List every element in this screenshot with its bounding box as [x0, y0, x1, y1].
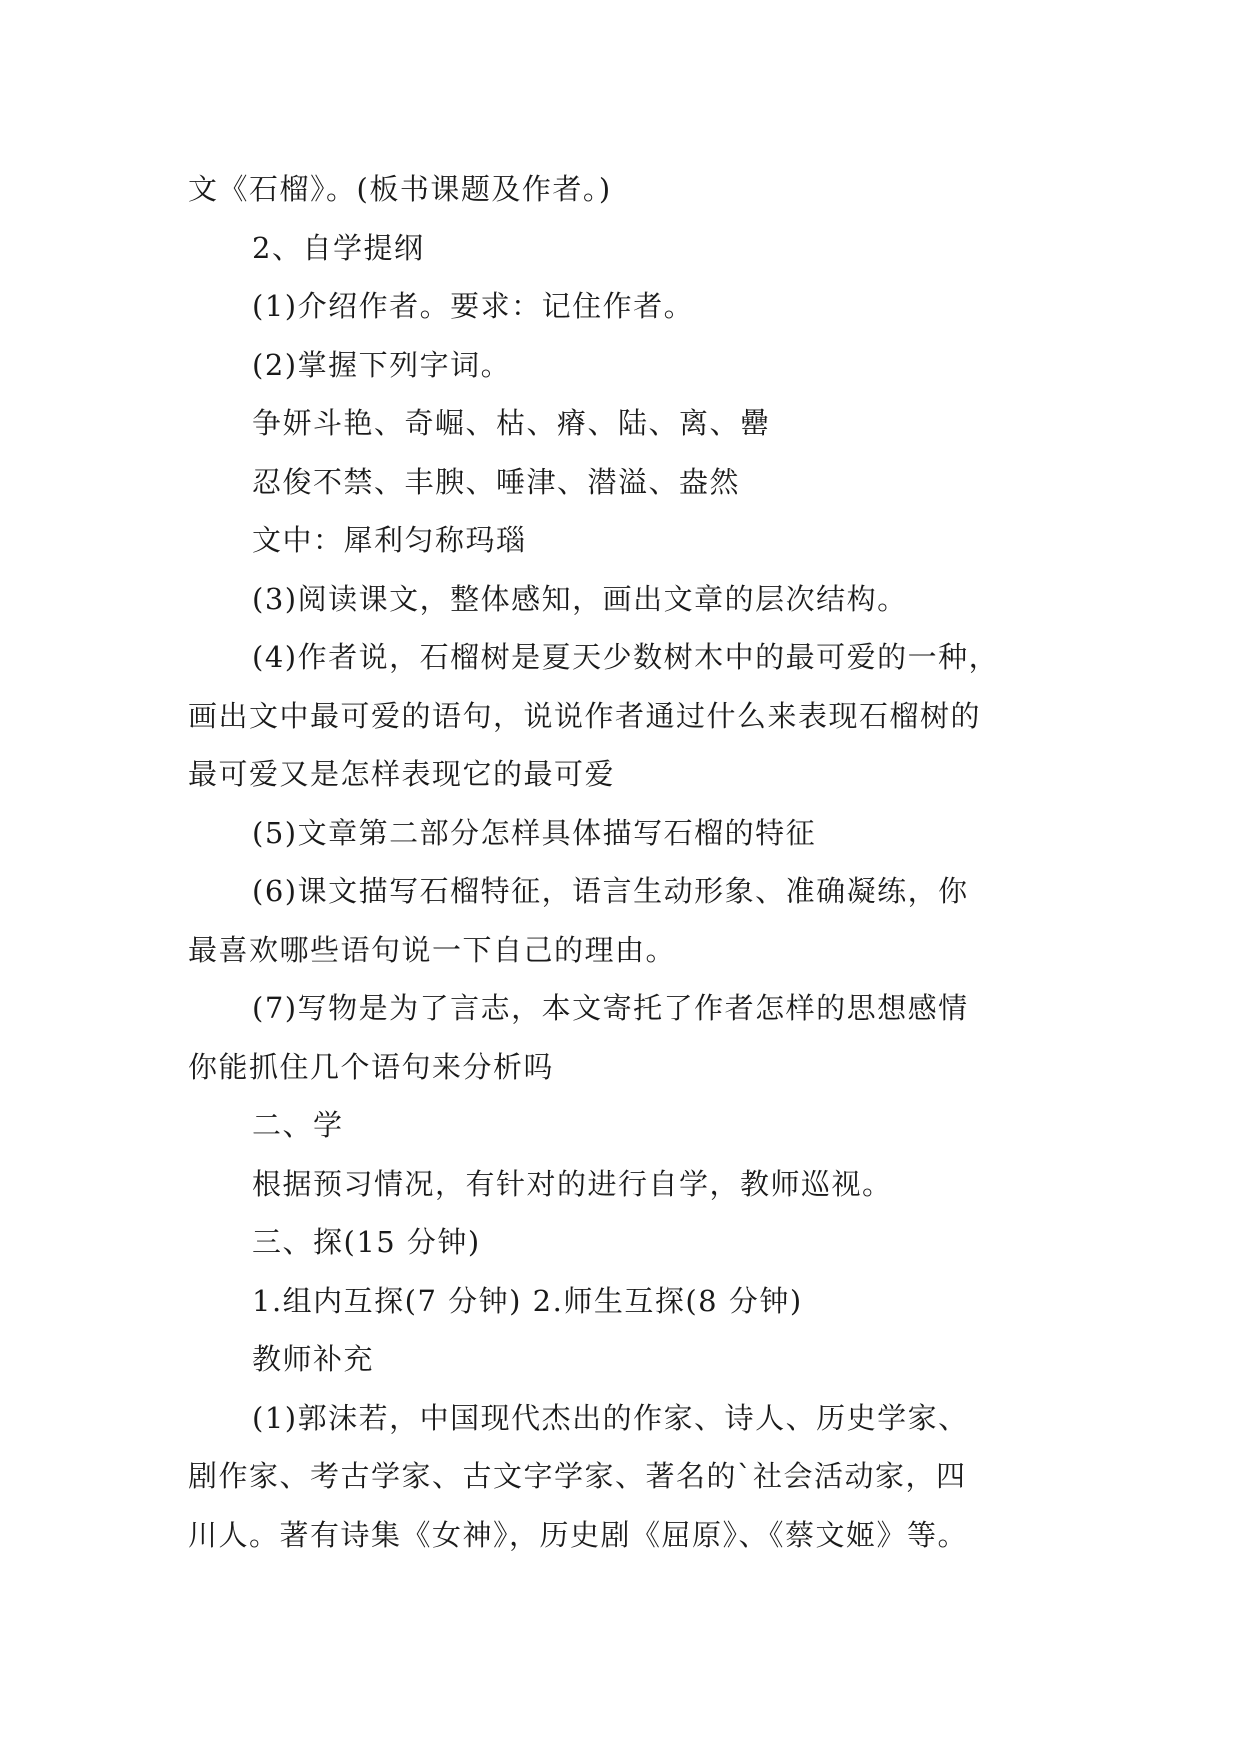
text-line: (7)写物是为了言志，本文寄托了作者怎样的思想感情 — [252, 991, 969, 1025]
text-line: 画出文中最可爱的语句，说说作者通过什么来表现石榴树的 — [188, 698, 982, 733]
text-line: (2)掌握下列字词。 — [252, 347, 512, 382]
text-line: 你能抓住几个语句来分析吗 — [188, 1049, 555, 1084]
text-line: 剧作家、考古学家、古文字学家、著名的`社会活动家，四 — [188, 1459, 967, 1493]
vocab-line: 文中：犀利匀称玛瑙 — [252, 523, 527, 557]
text-line: 根据预习情况，有针对的进行自学，教师巡视。 — [252, 1166, 893, 1201]
text-line: 川人。著有诗集《女神》，历史剧《屈原》、《蔡文姬》等。 — [188, 1517, 969, 1552]
text-line: 最可爱又是怎样表现它的最可爱 — [188, 757, 616, 791]
text-line: (4)作者说，石榴树是夏天少数树木中的最可爱的一种， — [252, 640, 1000, 674]
subheading-teacher-supplement: 教师补充 — [252, 1342, 375, 1376]
section-heading-learn: 二、学 — [252, 1108, 344, 1142]
body-text — [188, 160, 1068, 1564]
text-line: (3)阅读课文，整体感知，画出文章的层次结构。 — [252, 581, 908, 616]
text-line: (5)文章第二部分怎样具体描写石榴的特征 — [252, 815, 817, 850]
section-heading-explore: 三、探(15 分钟) — [252, 1225, 481, 1259]
text-line: (1)介绍作者。要求：记住作者。 — [252, 289, 695, 323]
text-line: 最喜欢哪些语句说一下自己的理由。 — [188, 932, 677, 967]
heading-self-study-outline: 2、自学提纲 — [252, 230, 425, 265]
text-line: 文《石榴》。(板书课题及作者。) — [188, 172, 612, 206]
vocab-line: 争妍斗艳、奇崛、枯、瘠、陆、离、罍 — [252, 406, 771, 440]
text-line: 1.组内互探(7 分钟) 2.师生互探(8 分钟) — [252, 1283, 803, 1318]
vocab-line: 忍俊不禁、丰腴、唾津、潜溢、盎然 — [252, 464, 741, 499]
text-line: (1)郭沫若，中国现代杰出的作家、诗人、历史学家、 — [252, 1400, 969, 1435]
text-line: (6)课文描写石榴特征，语言生动形象、准确凝练，你 — [252, 874, 969, 908]
